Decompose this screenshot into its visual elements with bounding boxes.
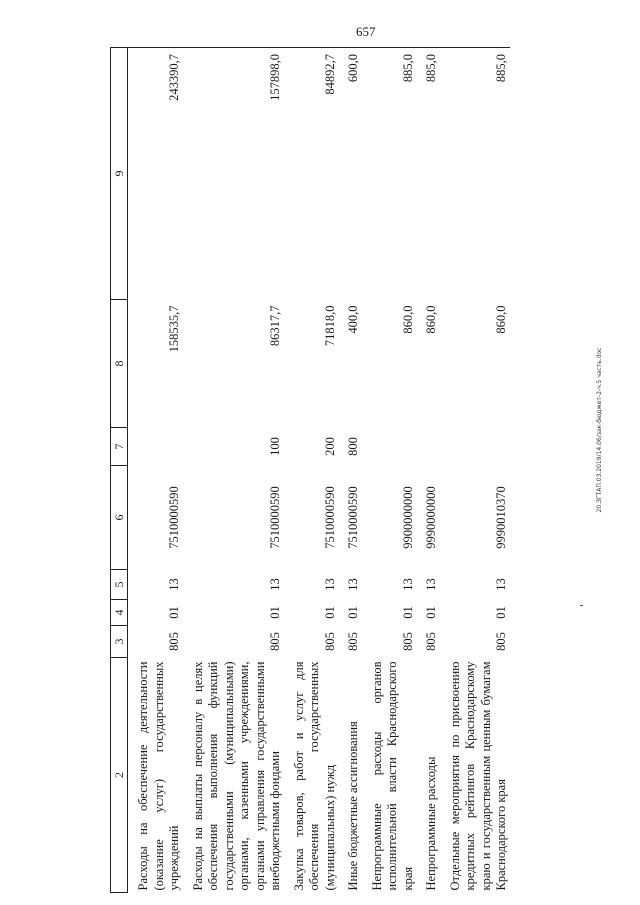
row-cell-3: 805 <box>322 632 337 651</box>
stray-mark <box>580 605 583 606</box>
row-name-cell: Закупка товаров, работ и услуг для обеспечения государственных (муниципальных) нужд <box>291 661 337 891</box>
row-cell-8: 860,0 <box>400 305 415 334</box>
row-cell-7 <box>362 428 417 466</box>
row-cell-3: 805 <box>268 632 282 651</box>
table-row <box>440 48 510 893</box>
header-col-9: 9 <box>111 48 128 300</box>
budget-table <box>110 47 510 893</box>
row-cell-4: 01 <box>268 606 282 619</box>
row-cell-3: 805 <box>346 632 360 651</box>
header-row <box>111 48 128 893</box>
page-number: 657 <box>356 24 376 39</box>
row-cell-6: 9990010370 <box>494 486 508 549</box>
row-cell-3: 805 <box>167 632 181 651</box>
row-cell-4: 01 <box>346 606 360 619</box>
row-cell-7: 800 <box>346 437 360 456</box>
header-col-6: 6 <box>111 466 128 570</box>
header-col-2: 2 <box>111 658 128 893</box>
row-cell-4: 01 <box>424 606 438 619</box>
row-cell-9: 885,0 <box>362 48 417 300</box>
table-row <box>284 48 339 893</box>
row-cell-4: 01 <box>494 606 508 619</box>
table-row <box>338 48 362 893</box>
row-cell-4: 01 <box>322 606 337 619</box>
row-cell-9: 84892,7 <box>284 48 339 300</box>
row-cell-5: 13 <box>494 578 508 591</box>
row-cell-3: 805 <box>424 632 438 651</box>
row-cell-5: 13 <box>346 578 360 591</box>
row-cell-9: 600,0 <box>338 48 362 300</box>
table-row <box>128 48 183 893</box>
header-col-3: 3 <box>111 626 128 658</box>
budget-table-rotated <box>110 48 595 893</box>
row-cell-8: 71818,0 <box>322 305 337 347</box>
row-cell-3: 805 <box>494 632 508 651</box>
table-row <box>183 48 284 893</box>
row-cell-9: 885,0 <box>416 48 440 300</box>
row-cell-7 <box>440 428 510 466</box>
row-cell-6: 7510000590 <box>346 486 360 549</box>
header-col-7: 7 <box>111 428 128 466</box>
row-cell-9: 243390,7 <box>128 48 183 300</box>
row-cell-8: 86317,7 <box>268 305 282 347</box>
table-row <box>362 48 417 893</box>
row-name-cell: Непрограммные расходы <box>424 756 438 891</box>
row-cell-6: 7510000590 <box>322 486 337 549</box>
row-cell-5: 13 <box>424 578 438 591</box>
row-cell-8: 400,0 <box>346 305 360 334</box>
row-cell-7: 200 <box>322 437 337 456</box>
row-name-cell: Расходы на выплаты персоналу в целях обеспечения выполнения функций государственными (муниципальными) органами, казенными учреждениями, органами управления государственными внебюджетными фондами <box>190 661 282 891</box>
row-cell-9: 885,0 <box>440 48 510 300</box>
file-path-note: 20.ЗГТАП.03.2019/14.06/зак-бюджет-2-ч.5 часть.doc <box>596 347 603 513</box>
table-row <box>416 48 440 893</box>
table-body <box>128 48 510 893</box>
row-cell-9: 157898,0 <box>183 48 284 300</box>
budget-table-container <box>110 48 595 893</box>
row-cell-7: 100 <box>268 437 282 456</box>
row-name-cell: Отдельные мероприятия по присвоению кредитных рейтингов Краснодарскому краю и государственным ценным бумагам Краснодарского края <box>447 661 508 891</box>
row-cell-3: 805 <box>400 632 415 651</box>
row-cell-5: 13 <box>400 578 415 591</box>
row-cell-5: 13 <box>268 578 282 591</box>
row-cell-8: 860,0 <box>424 305 438 334</box>
row-name-cell: Непрограммные расходы органов исполнительной власти Краснодарского края <box>369 661 415 891</box>
row-cell-4: 01 <box>400 606 415 619</box>
row-cell-8: 158535,7 <box>167 305 181 353</box>
row-cell-4: 01 <box>167 606 181 619</box>
row-cell-5: 13 <box>167 578 181 591</box>
header-col-4: 4 <box>111 600 128 626</box>
row-cell-7 <box>128 428 183 466</box>
row-cell-6: 9990000000 <box>424 486 438 549</box>
header-col-5: 5 <box>111 570 128 600</box>
row-cell-6: 9900000000 <box>400 486 415 549</box>
row-cell-5: 13 <box>322 578 337 591</box>
header-col-8: 8 <box>111 300 128 428</box>
row-cell-7 <box>416 428 440 466</box>
row-cell-6: 7510000590 <box>268 486 282 549</box>
row-name-cell: Расходы на обеспечение деятельности (оказание услуг) государственных учреждений <box>136 661 181 891</box>
row-name-cell: Иные бюджетные ассигнования <box>346 721 360 891</box>
row-cell-6: 7510000590 <box>167 486 181 549</box>
row-cell-8: 860,0 <box>494 305 508 334</box>
